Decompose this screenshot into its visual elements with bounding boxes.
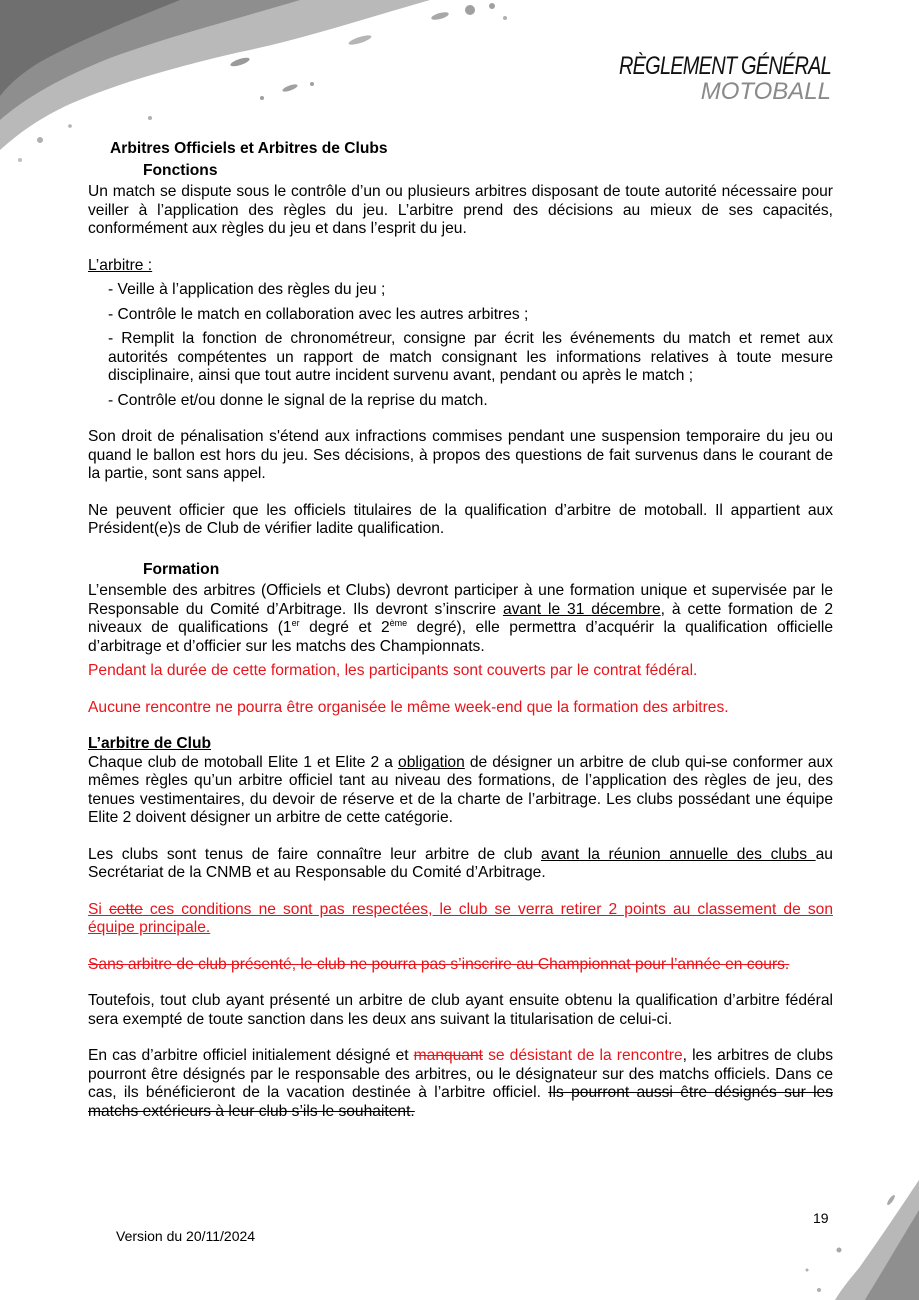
list-item: - Contrôle le match en collaboration avec les autres arbitres ; [108, 305, 529, 323]
logo-subtitle: MOTOBALL [700, 78, 831, 105]
page-number: 19 [813, 1210, 829, 1226]
penalisation-paragraph: Son droit de pénalisation s'étend aux infractions commises pendant une suspension temporaire du jeu ou quand le ballon est hors du jeu. Ses décisions, à propos des questions de fait survenus dans le courant de la partie, sont sans appel. [88, 428, 833, 482]
header-logo [566, 54, 831, 104]
club-substitute-paragraph: En cas d’arbitre officiel initialement désigné et manquant se désistant de la rencontre, les arbitres de clubs pourront être désignés par le responsable des arbitres, ou le désignateur sur des matchs officiels. Dans ce cas, ils bénéficieront de la vacation destinée à l’arbitre officiel. Ils pourront aussi être désignés sur les matchs extérieurs à leur club s’ils le souhaitent. [88, 1047, 833, 1120]
duties-list [88, 281, 833, 410]
club-heading: L’arbitre de Club [88, 735, 212, 752]
list-item: - Remplit la fonction de chronométreur, consigne par écrit les événements du match et remet aux autorités compétentes un rapport de match consignant les informations relatives à toute mesure disciplinaire, ainsi que tout autre incident survenu avant, pendant ou après le match ; [108, 330, 833, 384]
club-deadline-paragraph: Les clubs sont tenus de faire connaître leur arbitre de club avant la réunion annuelle des clubs au Secrétariat de la CNMB et au Responsable du Comité d’Arbitrage. [88, 845, 833, 881]
fonctions-intro: Un match se dispute sous le contrôle d’un ou plusieurs arbitres disposant de toute autorité nécessaire pour veiller à l’application des règles du jeu. L’arbitre prend des décisions au mieux de ses capacités, conformément aux règles du jeu et dans l’esprit du jeu. [88, 183, 833, 237]
version-footer: Version du 20/11/2024 [116, 1228, 256, 1244]
club-obligation-paragraph: Chaque club de motoball Elite 1 et Elite 2 a obligation de désigner un arbitre de club qui-se conformer aux mêmes règles qu’un arbitre officiel tant au niveau des formations, de l’application des règles de jeu, des tenues vestimentaires, du devoir de réserve et de la charte de l’arbitrage. Les clubs possédant une équipe Elite 2 doivent désigner un arbitre de cette catégorie. [88, 753, 833, 826]
list-item: - Contrôle et/ou donne le signal de la reprise du match. [108, 391, 488, 409]
deadline-date: avant le 31 décembre [502, 600, 661, 618]
section-title: Arbitres Officiels et Arbitres de Clubs [110, 140, 388, 157]
formation-weekend-note: Aucune rencontre ne pourra être organisée le même week-end que la formation des arbitres. [88, 698, 729, 716]
paint-splash-decoration [779, 1180, 919, 1300]
club-exemption-paragraph: Toutefois, tout club ayant présenté un arbitre de club ayant ensuite obtenu la qualification d’arbitre fédéral sera exempté de toute sanction dans les deux ans suivant la titularisation de celui-ci. [88, 992, 833, 1028]
club-sanction-paragraph: Si cette ces conditions ne sont pas respectées, le club se verra retirer 2 points au classement de son équipe principale. [88, 900, 833, 936]
fonctions-heading: Fonctions [143, 161, 218, 179]
document-body [88, 140, 833, 1121]
officials-paragraph: Ne peuvent officier que les officiels titulaires de la qualification d’arbitre de motoball. Il appartient aux Président(e)s de Club de vérifier ladite qualification. [88, 501, 833, 537]
logo-title: RÈGLEMENT GÉNÉRAL [618, 52, 831, 80]
formation-heading: Formation [143, 560, 220, 578]
formation-coverage-note: Pendant la durée de cette formation, les participants sont couverts par le contrat fédéral. [88, 662, 698, 679]
arbitre-label: L’arbitre : [88, 256, 153, 274]
list-item: - Veille à l’application des règles du jeu ; [108, 281, 386, 298]
club-removed-rule: Sans arbitre de club présenté, le club ne pourra pas s’inscrire au Championnat pour l’année en cours. [88, 955, 790, 973]
formation-paragraph: L’ensemble des arbitres (Officiels et Clubs) devront participer à une formation unique et supervisée par le Responsable du Comité d’Arbitrage. Ils devront s’inscrire avant le 31 décembre, à cette formation de 2 niveaux de qualifications (1er degré et 2ème degré), elle permettra d’acquérir la qualification officielle d’arbitrage et d’officier sur les matchs des Championnats. [88, 582, 833, 655]
